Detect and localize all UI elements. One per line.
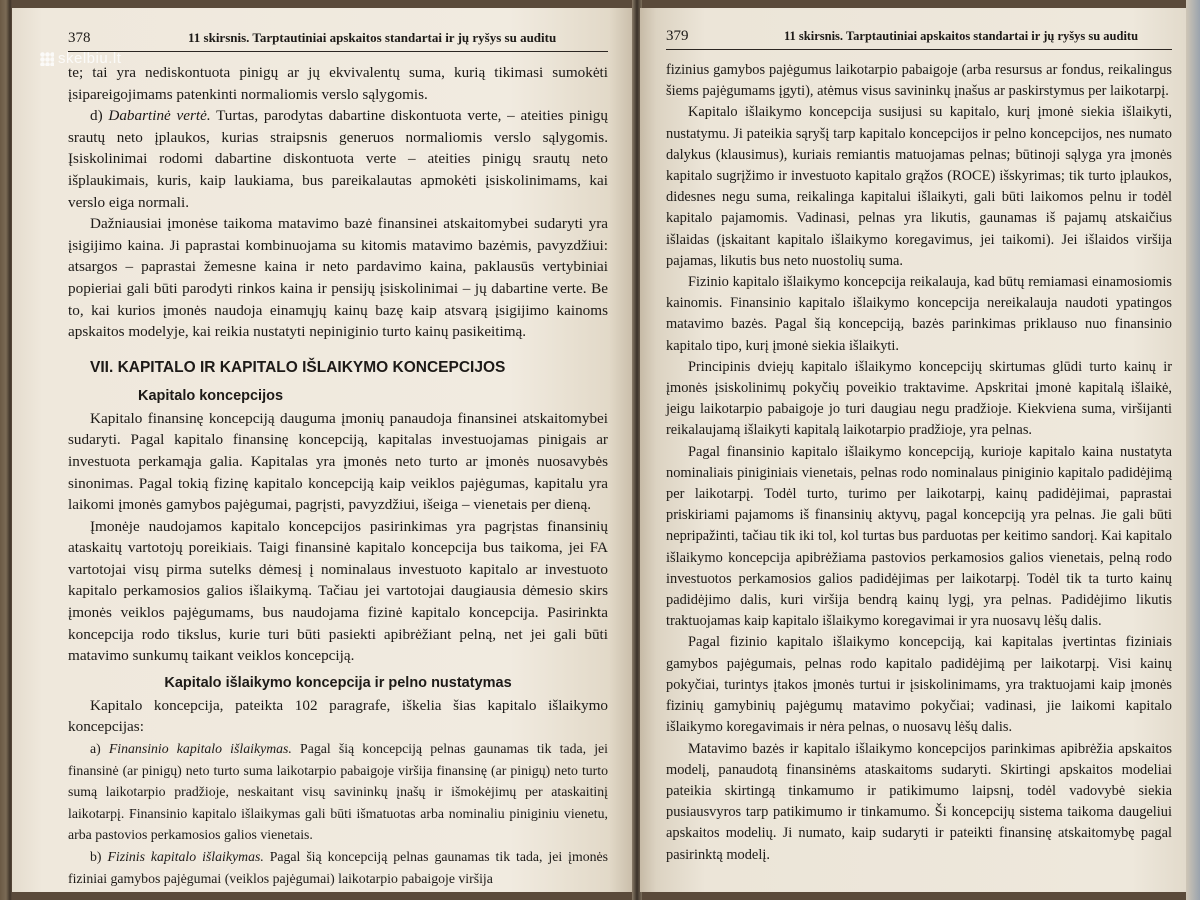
watermark-text: skelbiu.lt (58, 50, 122, 67)
paragraph: Pagal finansinio kapitalo išlaikymo koncepciją, kurioje kapitalo kaina nustatyta nominaliais piniginiais vienetais, pelnas rodo nominalaus piniginio kapitalo padidėjimą per laikotarpį. Todėl turto, turimo per laikotarpį, kainų padidėjimai, paprastai priskiriami pajamoms iš finansinių aktyvų, pagal koncepciją yra pelnas. Jie gali būti nepripažinti, tačiau tik iki tol, kol turtas bus parduotas per keitimo sandorį. Kai kapitalo išlaikymo koncepcija apibrėžiama pastovios perkamosios galios vienetais, pelną rodo investuotos perkamosios galios padidėjimas per laikotarpį. Todėl tik ta turto kainų padidėjimo dalis, kuri viršija bendrą kainų lygį, yra pelnas. Padidėjimo likutis traktuojamas kaip kapitalo išlaikymo koregavimai ir yra nuosavų lėšų dalis. (666, 443, 1172, 630)
paragraph: te; tai yra nediskontuota pinigų ar jų ekvivalentų suma, kurią tikimasi sumokėti įsipareigojimams patenkinti normaliomis verslo sąlygomis. (68, 64, 608, 103)
emphasis-term: Dabartinė vertė. (108, 107, 211, 125)
right-header-title: 11 skirsnis. Tarptautiniai apskaitos standartai ir jų ryšys su auditu (784, 29, 1139, 43)
page-edge (1186, 0, 1200, 900)
paragraph: fizinius gamybos pajėgumus laikotarpio pabaigoje (arba resursus ar fondus, reikalingus šiems pajėgumams įgyti), atėmus visus savininkų įnašus ar paskirstymus per laikotarpį. (666, 62, 1172, 100)
paragraph: Dažniausiai įmonėse taikoma matavimo bazė finansinei atskaitomybei sudaryti yra įsigijimo kaina. Ji paprastai kombinuojama su kitomis matavimo bazėmis, pavyzdžiui: atsargos – paprastai žemesne kaina ir neto pardavimo kaina, paklausūs vertybiniai popieriai gali būti parodyti rinkos kaina ir pensijų įsiskolinimai – jų dabartine verte. Be to, kai kurios įmonės naudoja einamųjų kainų bazę kaip atsvarą įsigijimo kainoms apskaitos modelyje, kai reikia nustatyti nepiniginio turto kainų pasikeitimą. (68, 215, 608, 341)
left-header-title: 11 skirsnis. Tarptautiniai apskaitos standartai ir jų ryšys su auditu (188, 30, 557, 45)
subsection-heading: Kapitalo koncepcijos (138, 387, 284, 404)
left-page (12, 8, 634, 892)
paragraph: Įmonėje naudojamos kapitalo koncepcijos pasirinkimas yra pagrįstas finansinių ataskaitų vartotojų poreikiais. Taigi finansinė kapitalo koncepcija bus taikoma, jei FA vartotojai visų pirma sutelks dėmesį į nominalaus investuoto kapitalo ar investuoto kapitalo perkamosios galios išlaikymą. Tačiau jei vartotojai daugiausia dėmesio skirs įmonės veiklos pajėgumams, bus naudojama fizinė kapitalo koncepcija. Pasirinkta koncepcija rodo tikslus, kurie turi būti pasiekti apibrėžiant pelną, net jei gali būti matavimo sunkumų taikant veiklos koncepciją. (68, 517, 608, 665)
right-page (640, 8, 1186, 892)
paragraph: Pagal fizinio kapitalo išlaikymo koncepciją, kai kapitalas įvertintas fiziniais gamybos pajėgumais, pelnas rodo kapitalo padidėjimą per laikotarpį. Visi kainų pokyčiai, turintys įtakos įmonės turtui ir įsiskolinimams, yra traktuojami kaip įmonės fizinių gamybinių pajėgumų matavimo pokyčiai; vadinasi, jie laikomi kapitalo išlaikymo koregavimais ir nėra pelnas, o nuosavų lėšų dalis. (666, 634, 1172, 736)
emphasis-term: Fizinis kapitalo išlaikymas. (107, 849, 264, 864)
paragraph: b) Fizinis kapitalo išlaikymas. Pagal šią koncepciją pelnas gaunamas tik tada, jei įmonės fiziniai gamybos pajėgumai (veiklos pajėgumai) laikotarpio pabaigoje viršija (68, 849, 608, 886)
paragraph: Principinis dviejų kapitalo išlaikymo koncepcijų skirtumas glūdi turto kainų ir įmonės įsiskolinimų pokyčių poveikio traktavime. Apskritai įmonė kapitalą išlaikė, jeigu laikotarpio pabaigoje jo turi daugiau negu pradžioje. Kiekviena suma, viršijanti reikalaujamą išlaikyti kapitalą laikotarpio pradžioje, yra pelnas. (666, 358, 1172, 439)
left-page-body (68, 62, 608, 889)
left-running-head (68, 30, 608, 52)
paragraph: a) Finansinio kapitalo išlaikymas. Pagal šią koncepciją pelnas gaunamas tik tada, jei finansinė (ar pinigų) neto turto suma laikotarpio pabaigoje viršija finansinę (ar pinigų) neto turto sumą laikotarpio pradžioje, neskaitant visų savininkų įnašų ir išmokėjimų per ataskaitinį laikotarpį. Finansinio kapitalo išlaikymas gali būti išmatuotas arba nominaliu piniginiu vienetu, arba pastovios perkamosios galios vienetais. (68, 741, 608, 843)
section-heading: VII. KAPITALO IR KAPITALO IŠLAIKYMO KONCEPCIJOS (90, 358, 506, 376)
paragraph: Kapitalo išlaikymo koncepcija susijusi su kapitalo, kurį įmonė siekia išlaikyti, nustatymu. Ji pateikia sąryšį tarp kapitalo koncepcijos ir pelno koncepcijos, nes numato dalykus (klausimus), kuriais remiantis matuojamas pelnas; būtinoji sąlyga yra įmonės kapitalo sugrįžimo ir investuoto kapitalo grąžos (ROCE) išskyrimas; tik turto įplaukos, didesnes negu suma, reikalinga kapitalui išlaikyti, gali būti laikomos pelnu ir todėl kapitalo pajamomis. Vadinasi, pelnas yra likutis, gaunamas iš pajamų atskaičius išlaidas (įskaitant kapitalo išlaikymo koregavimus, jei taikomi). Jei išlaidos viršija pajamas, likutis bus neto nuostolių suma. (666, 104, 1172, 269)
paragraph: d) Dabartinė vertė. Turtas, parodytas dabartine diskontuota verte, – ateities pinigų srautų neto įplaukos, kurias straipsnis generuos normaliomis verslo sąlygomis. Įsiskolinimai rodomi dabartine diskontuota verte – ateities pinigų srautų neto išplaukimais, kuris, kaip laukiama, bus pareikalautas apmokėti įsiskolinimams, kai verslo eiga normali. (68, 107, 608, 211)
paragraph: Kapitalo finansinę koncepciją dauguma įmonių panaudoja finansinei atskaitomybei sudaryti. Pagal kapitalo finansinę koncepciją, kapitalas investuojamas pinigais ar investuota perkamąja galia. Kapitalas yra įmonės neto turto ar įmonės nuosavybės sinonimas. Pagal tokią fizinę kapitalo koncepciją kaip veiklos pajėgumas, kapitalu yra laikomi įmonės gamybos pajėgumai, pagrįsti, pavyzdžiui, išeiga – vienetais per dieną. (68, 409, 608, 514)
emphasis-term: Finansinio kapitalo išlaikymas. (108, 741, 292, 757)
dots-icon (40, 52, 54, 66)
subsection-heading: Kapitalo išlaikymo koncepcija ir pelno nustatymas (164, 674, 512, 691)
watermark-logo (40, 50, 121, 67)
left-page-number: 378 (68, 30, 91, 46)
right-page-body (666, 60, 1172, 866)
right-running-head (666, 28, 1172, 50)
right-page-number: 379 (666, 28, 689, 44)
paragraph: Fizinio kapitalo išlaikymo koncepcija reikalauja, kad būtų remiamasi einamosiomis kainomis. Finansinio kapitalo išlaikymo koncepcija nereikalauja naudoti ypatingos matavimo bazės. Pagal šią koncepciją, bazės parinkimas priklauso nuo finansinio kapitalo tipo, kurį įmonė siekia išlaikyti. (666, 274, 1172, 354)
paragraph: Kapitalo koncepcija, pateikta 102 paragrafe, iškelia šias kapitalo išlaikymo koncepcijas: (68, 696, 608, 736)
paragraph: Matavimo bazės ir kapitalo išlaikymo koncepcijos parinkimas apibrėžia apskaitos modelį, panaudotą finansinėms ataskaitoms sudaryti. Skirtingi apskaitos modeliai pateikia skirtingą tinkamumo ir patikimumo laipsnį, todėl vadovybė siekia pusiausvyros tarp patikimumo ir tinkamumo. Ši koncepcijų sistema taikoma daugeliui apskaitos modelių. Ji numato, kaip sudaryti ir pateikti finansinę atskaitomybę pagal pasirinktą modelį. (666, 740, 1172, 863)
